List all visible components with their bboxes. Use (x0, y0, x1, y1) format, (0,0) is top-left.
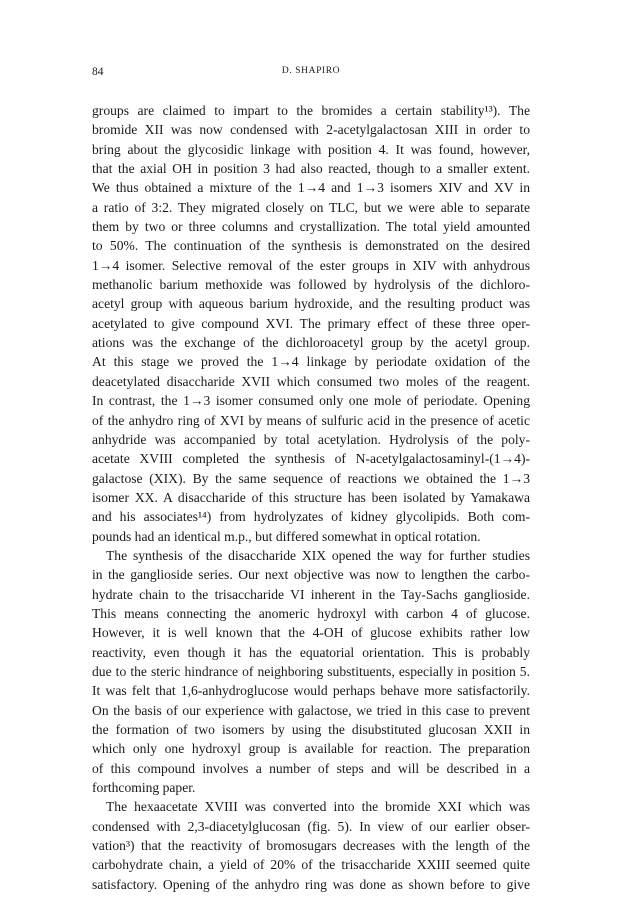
text-line: of the anhydro ring of XVI by means of sulfuric acid in the presence of acetic (92, 412, 530, 428)
running-head: D. SHAPIRO (281, 66, 341, 76)
text-line: acetate XVIII completed the synthesis of N-acetylgalactosaminyl-(1→4)- (92, 451, 530, 467)
text-line: isomer XX. A disaccharide of this structure has been isolated by Yamakawa (92, 489, 530, 505)
text-line: in the ganglioside series. Our next objective was now to lengthen the carbo- (92, 567, 530, 583)
text-line: forthcoming paper. (92, 780, 196, 796)
text-line: The synthesis of the disaccharide XIX opened the way for further studies (106, 547, 530, 563)
text-line: It was felt that 1,6-anhydroglucose would perhaps behave more satisfactorily. (92, 683, 530, 699)
text-line: the formation of two isomers by using the disubstituted glucosan XXII in (92, 722, 530, 737)
text-line: In contrast, the 1→3 isomer consumed only one mole of periodate. Opening (92, 393, 530, 409)
text-line: to 50%. The continuation of the synthesis is demonstrated on the desired (92, 238, 530, 254)
text-line: which only one hydroxyl group is available for reaction. The preparation (92, 741, 530, 757)
text-line: them by two or three columns and crystallization. The total yield amounted (92, 219, 530, 235)
text-line: We thus obtained a mixture of the 1→4 and 1→3 isomers XIV and XV in (92, 180, 530, 196)
text-line: pounds had an identical m.p., but differed somewhat in optical rotation. (92, 528, 481, 544)
text-line: 1→4 isomer. Selective removal of the ester groups in XIV with anhydrous (92, 257, 530, 273)
text-line: due to the steric hindrance of neighboring substituents, especially in position 5. (92, 663, 530, 679)
text-line: deacetylated disaccharide XVII which consumed two moles of the reagent. (92, 373, 530, 389)
text-line: a ratio of 3:2. They migrated closely on TLC, but we were able to separate (92, 199, 530, 215)
text-line: However, it is well known that the 4-OH of glucose exhibits rather low (92, 625, 530, 641)
body-text (92, 101, 530, 894)
text-line: satisfactory. Opening of the anhydro ring was done as shown before to give (92, 876, 530, 892)
text-line: reactivity, even though it has the equatorial orientation. This is probably (92, 644, 530, 660)
text-line: vation³) that the reactivity of bromosugars decreases with the length of the (92, 838, 530, 854)
text-line: galactose (XIX). By the same sequence of reactions we obtained the 1→3 (92, 470, 530, 486)
text-line: groups are claimed to impart to the bromides a certain stability¹³). The (92, 103, 530, 118)
text-line: On the basis of our experience with galactose, we tried in this case to prevent (92, 702, 530, 718)
text-line: and his associates¹⁴) from hydrolyzates of kidney glycolipids. Both com- (92, 509, 530, 525)
page-number: 84 (92, 66, 104, 78)
text-line: ations was the exchange of the dichloroacetyl group by the acetyl group. (92, 335, 530, 351)
text-line: acetylated to give compound XVI. The primary effect of these three oper- (92, 315, 530, 331)
text-line: that the axial OH in position 3 had also reacted, though to a smaller extent. (92, 161, 530, 177)
page-header (92, 66, 530, 82)
text-line: of this compound involves a number of steps and will be described in a (92, 760, 530, 776)
text-line: The hexaacetate XVIII was converted into the bromide XXI which was (106, 799, 530, 815)
text-line: bromide XII was now condensed with 2-acetylgalactosan XIII in order to (92, 122, 530, 138)
text-line: acetyl group with aqueous barium hydroxide, and the resulting product was (92, 296, 530, 312)
text-line: hydrate chain to the trisaccharide VI inherent in the Tay-Sachs ganglioside. (92, 586, 530, 602)
text-line: This means connecting the anomeric hydroxyl with carbon 4 of glucose. (92, 605, 530, 621)
text-line: carbohydrate chain, a yield of 20% of the trisaccharide XXIII seemed quite (92, 857, 530, 873)
text-line: condensed with 2,3-diacetylglucosan (fig. 5). In view of our earlier obser- (92, 818, 530, 834)
text-line: bring about the glycosidic linkage with position 4. It was found, however, (92, 141, 530, 157)
text-line: At this stage we proved the 1→4 linkage by periodate oxidation of the (92, 354, 530, 370)
text-line: methanolic barium methoxide was followed by hydrolysis of the dichloro- (92, 277, 530, 293)
text-line: anhydride was accompanied by total acetylation. Hydrolysis of the poly- (92, 431, 530, 447)
